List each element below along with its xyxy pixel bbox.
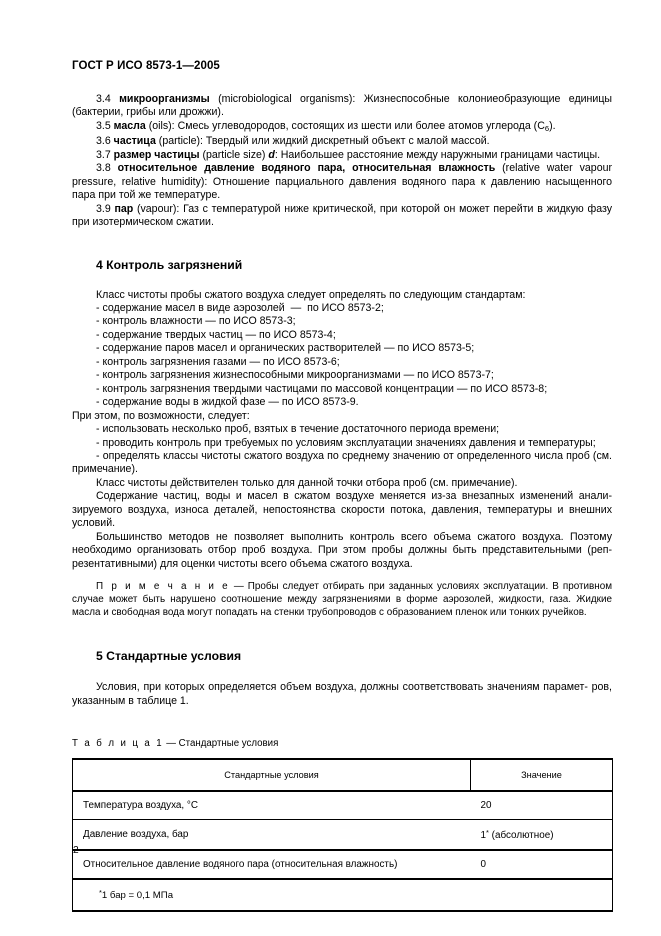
section-5-heading: 5 Стандартные условия bbox=[96, 649, 242, 664]
spacer bbox=[72, 571, 612, 580]
note-label: П р и м е ч а н и е bbox=[96, 581, 230, 593]
table-caption-title: Стандартные условия bbox=[178, 738, 279, 750]
section-5-intro: Условия, при которых определяется объем воздуха, должны соответствовать значениям парамет- ров, указанным в таблице 1. bbox=[72, 681, 612, 707]
definition-3-8: 3.8 относительное давление водяного пара, относительная влажность (relative water vapour pressure, relative humidity): Отношение парциального давления водяного пара к давлению насыщенного пара при той же температуре. bbox=[72, 162, 613, 202]
spacer bbox=[72, 230, 612, 258]
definition-3-5: 3.5 масла (oils): Смесь углеводородов, состоящих из шести или более атомов углерода $(C_6)$. bbox=[96, 119, 556, 133]
page-content bbox=[72, 60, 612, 912]
definition-3-9: 3.9 пар (vapour): Газ с температурой ниже критической, при которой он может перейти в жидкую фазу при изотермическом сжатии. bbox=[72, 202, 612, 229]
table-caption-label: Т а б л и ц а 1 bbox=[72, 738, 164, 750]
table-header-value: Значение bbox=[471, 759, 613, 791]
table-header-row bbox=[73, 759, 613, 791]
table-caption-dash: — bbox=[163, 738, 179, 750]
spacer bbox=[72, 663, 612, 681]
spacer bbox=[72, 272, 612, 289]
list-item: - контроль загрязнения твердыми частицами по массовой концентрации — по ИСО 8573-8; bbox=[96, 382, 548, 395]
recommendations-list bbox=[72, 423, 612, 477]
spacer bbox=[72, 708, 612, 738]
table-footnote-text: 1 бар = 0,1 МПа bbox=[101, 890, 174, 902]
paragraph-validity: Класс чистоты действителен только для данной точки отбора проб (см. примечание). bbox=[96, 476, 518, 489]
paragraph-methods: Большинство методов не позволяет выполнить контроль всего объема сжатого воздуха. Поэтому необходимо организовать отбор проб воздуха. При этом пробы должны быть представительными (реп- резентативными) для оценки чистоты всего объема сжатого воздуха. bbox=[72, 530, 612, 570]
list-item: - контроль загрязнения газами — по ИСО 8573-6; bbox=[96, 355, 340, 368]
table-row bbox=[73, 850, 613, 879]
table-header-conditions: Стандартные условия bbox=[73, 759, 471, 791]
definition-3-6: 3.6 частица (particle): Твердый или жидкий дискретный объект с малой массой. bbox=[96, 135, 490, 148]
paragraph-content-variation: Содержание частиц, воды и масел в сжатом воздухе меняется из-за внезапных изменений анали- зируемого воздуха, износа деталей, непостоянства скорости потока, давления, температуры и внешних условий. bbox=[72, 490, 612, 530]
spacer bbox=[72, 619, 612, 649]
list-item-wrapped: - определять классы чистоты сжатого воздуха по среднему значению от определенного числа проб (см. примечание). bbox=[72, 449, 612, 476]
table-footnote-row bbox=[73, 879, 613, 911]
section-4-heading: 4 Контроль загрязнений bbox=[96, 257, 243, 272]
section-4-second-intro: При этом, по возможности, следует: bbox=[72, 409, 250, 422]
table-cell-condition: Температура воздуха, °C bbox=[73, 791, 471, 820]
table-cell-value-suffix: (абсолютное) bbox=[488, 830, 554, 842]
table-row bbox=[73, 820, 613, 851]
list-item: - контроль загрязнения жизнеспособными микроорганизмами — по ИСО 8573-7; bbox=[96, 369, 494, 382]
document-standard-number: ГОСТ Р ИСО 8573-1—2005 bbox=[72, 60, 220, 72]
table-cell-value bbox=[471, 820, 613, 851]
definition-3-4: 3.4 микроорганизмы (microbiological organisms): Жизнеспособные колониеобразующие единицы (бактерии, грибы или дрожжи). bbox=[72, 93, 612, 119]
table-cell-condition: Относительное давление водяного пара (относительная влажность) bbox=[73, 850, 471, 879]
table-cell-condition: Давление воздуха, бар bbox=[73, 820, 471, 851]
list-item: - содержание паров масел и органических растворителей — по ИСО 8573-5; bbox=[96, 342, 475, 355]
list-item: - контроль влажности — по ИСО 8573-3; bbox=[96, 315, 296, 328]
page-number: 2 bbox=[73, 845, 79, 856]
standard-conditions-table bbox=[72, 758, 613, 912]
list-item: - использовать несколько проб, взятых в течение достаточного периода времени; bbox=[96, 423, 500, 436]
note-text: — Пробы следует отбирать при заданных условиях эксплуатации. В противном случае может быть нарушено соотношение между загрязнениями в форме аэрозолей, жидкости, газа. Жидкие масла и свободная вода могут попадать на стенки трубопроводов с образованием пленок или тонких ручейков. bbox=[72, 581, 612, 619]
list-item: - проводить контроль при требуемых по условиям эксплуатации значениях давления и температуры; bbox=[96, 436, 596, 449]
footnote-marker-icon: * bbox=[99, 888, 102, 898]
table-cell-value: 0 bbox=[471, 850, 613, 879]
list-item: - содержание твердых частиц — по ИСО 8573-4; bbox=[96, 328, 336, 341]
table-cell-value-number: 1 bbox=[480, 830, 486, 842]
definition-3-7: 3.7 размер частицы (particle size) d: Наибольшее расстояние между наружными границами частицы. bbox=[96, 148, 601, 161]
note-paragraph bbox=[72, 580, 612, 619]
table-cell-value: 20 bbox=[471, 791, 613, 820]
table-row bbox=[73, 791, 613, 820]
list-item: - содержание масел в виде аэрозолей — по ИСО 8573-2; bbox=[96, 301, 384, 314]
footnote-marker-icon: * bbox=[486, 828, 489, 838]
table-footnote bbox=[73, 879, 613, 911]
standards-list bbox=[72, 302, 612, 410]
table-caption bbox=[72, 738, 612, 758]
list-item: - содержание воды в жидкой фазе — по ИСО 8573-9. bbox=[96, 396, 359, 409]
section-4-intro: Класс чистоты пробы сжатого воздуха следует определять по следующим стандартам: bbox=[96, 288, 526, 301]
